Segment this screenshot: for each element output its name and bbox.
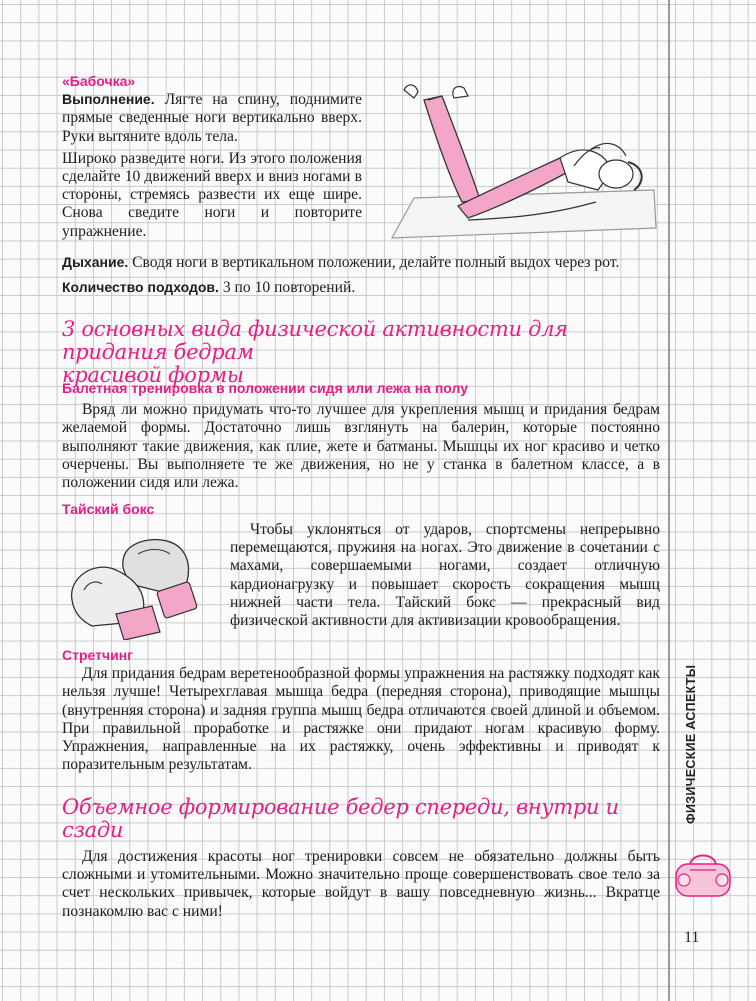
ballet-text: Вряд ли можно придумать что-то лучшее для укрепления мышц и придания бедрам желаемой формы. Достаточно лишь взглянуть на балерин, которые постоянно выполняют такие движения, как плие, жете и батманы. Мышцы их ног красиво и четко очерчены. Вы выполняете те же движения, но не у станка в балетном классе, а в положении сидя или лежа.: [62, 401, 660, 492]
thai-text-block: [230, 521, 660, 630]
butterfly-block: [62, 72, 362, 241]
sets-text: 3 по 10 повторений.: [218, 279, 356, 297]
section1-heading-line1: 3 основных вида физической активности для придания бедрам: [62, 317, 568, 364]
section1-heading: [62, 318, 660, 387]
breath-line: [62, 253, 660, 272]
stretch-block: [62, 646, 660, 774]
page-number: 11: [684, 929, 700, 946]
gym-bag-icon: [670, 846, 736, 902]
exec-text: Лягте на спину, поднимите прямые сведенные ноги вертикально вверх. Руки вытяните вдоль тела.: [62, 91, 362, 145]
stretch-title: Стретчинг: [62, 647, 133, 663]
breath-text: Сводя ноги в вертикальном положении, делайте полный выдох через рот.: [128, 254, 620, 271]
section1-heading-line2: красивой формы: [62, 363, 244, 387]
woman-exercise-illustration: [384, 78, 668, 248]
ballet-title: Балетная тренировка в положении сидя или лежа на полу: [62, 380, 468, 396]
thai-title-block: [62, 500, 660, 518]
butterfly-exec: [62, 90, 362, 146]
exec-label: Выполнение.: [62, 91, 155, 108]
sets-label: Количество подходов.: [62, 279, 219, 296]
butterfly-para2: Широко разведите ноги. Из этого положения сделайте 10 движений вверх и вниз ногами в стороны, стремясь развести их еще шире. Снова сведите ноги и повторите упражнение.: [62, 149, 362, 240]
boxing-gloves-icon: [64, 534, 210, 640]
ballet-block: [62, 379, 660, 492]
breath-label: Дыхание.: [62, 254, 129, 270]
butterfly-title: «Бабочка»: [62, 73, 136, 89]
section-vertical-label: ФИЗИЧЕСКИЕ АСПЕКТЫ: [684, 664, 698, 824]
thai-text: Чтобы уклоняться от ударов, спортсмены непрерывно перемещаются, пружиня на ногах. Это движение в сочетании с махами, совершаемыми ногами, создает отличную кардионагрузку и повышает скорость сокращения мышц нижней части тела. Тайский бокс — прекрасный вид физической активности для активизации кровообращения.: [230, 521, 660, 630]
sets-line: [62, 278, 660, 297]
thai-title: Тайский бокс: [62, 501, 155, 517]
butterfly-details: [62, 253, 660, 297]
stretch-text: Для придания бедрам веретенообразной формы упражнения на растяжку подходят как нельзя лучше! Четырехглавая мышца бедра (передняя сторона), приводящие мышцы (внутренняя сторона) и задняя группа мышц бедра отличаются своей длиной и объемом. При правильной проработке и растяжке они придают ногам красивую форму. Упражнения, направленные на их растяжку, очень эффективны и приводят к поразительным результатам.: [62, 665, 660, 774]
section2-text: Для достижения красоты ног тренировки совсем не обязательно должны быть сложными и утомительными. Можно значительно проще совершенствовать свое тело за счет нескольких привычек, которые войдут в вашу повседневную жизнь... Вкратце познакомлю вас с ними!: [62, 848, 660, 920]
section2-block: [62, 796, 660, 921]
section2-heading: Объемное формирование бедер спереди, внутри и сзади: [62, 795, 619, 842]
